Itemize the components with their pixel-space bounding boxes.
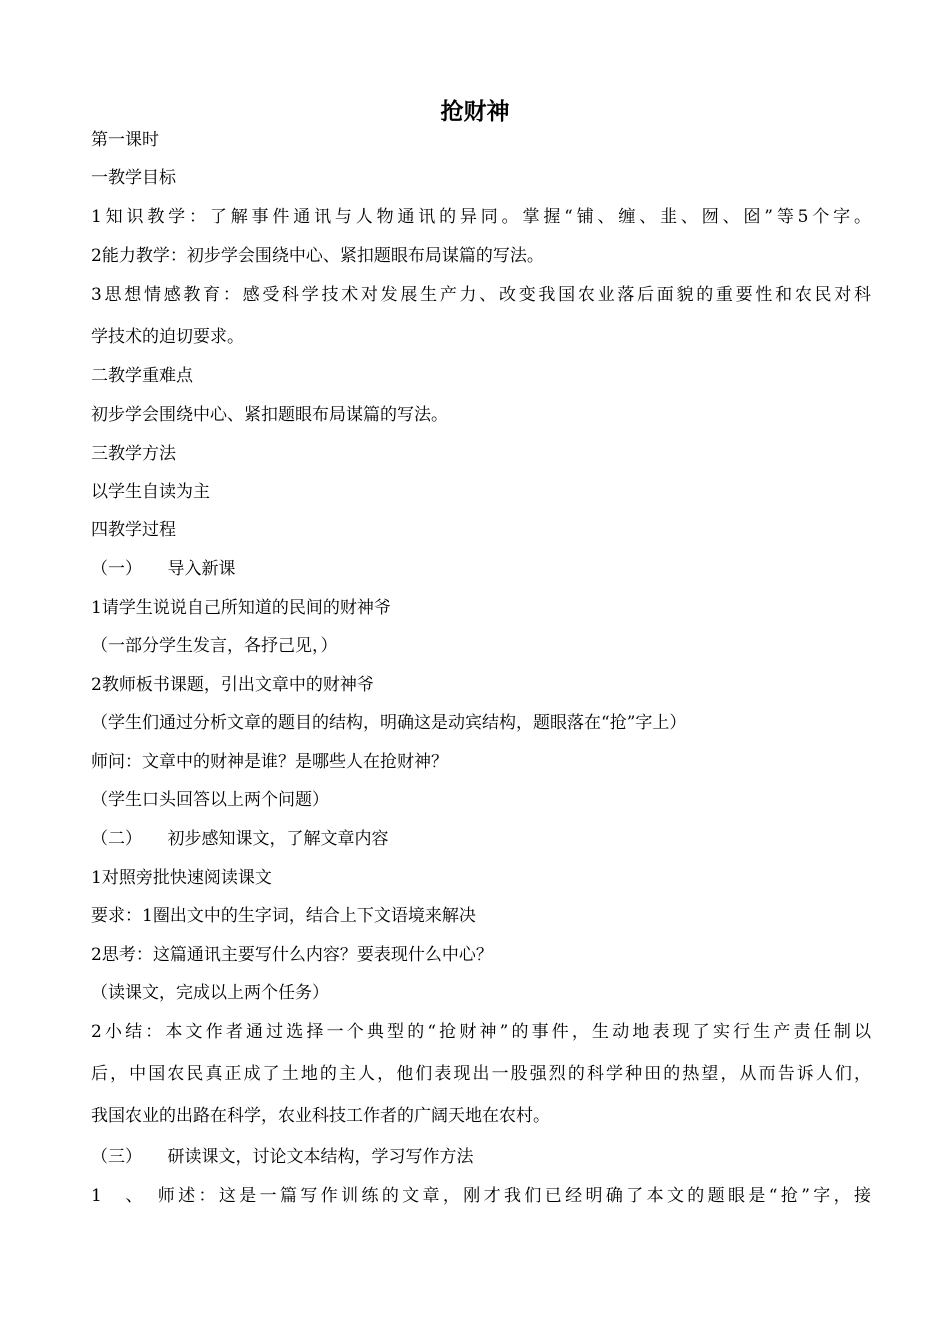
process-line: 1对照旁批快速阅读课文	[91, 868, 272, 888]
section-heading-methods: 三教学方法	[91, 444, 176, 464]
process-line: 2思考：这篇通讯主要写什么内容？要表现什么中心？	[91, 945, 493, 965]
lesson-label: 第一课时	[91, 130, 159, 150]
summary-line: 我国农业的出路在科学，农业科技工作者的广阔天地在农村。	[91, 1106, 550, 1126]
methods-text: 以学生自读为主	[91, 482, 210, 502]
process-line: （学生口头回答以上两个问题）	[91, 790, 329, 810]
process-step-3-heading: （三） 研读课文，讨论文本结构，学习写作方法	[91, 1147, 474, 1167]
section-heading-process: 四教学过程	[91, 520, 176, 540]
key-points-text: 初步学会围绕中心、紧扣题眼布局谋篇的写法。	[91, 405, 448, 425]
process-step-2-heading: （二） 初步感知课文，了解文章内容	[91, 829, 389, 849]
goal-knowledge: 1知识教学：了解事件通讯与人物通讯的异同。掌握“铺、缠、韭、囫、囵”等5个字。	[91, 207, 871, 227]
process-line: （学生们通过分析文章的题目的结构，明确这是动宾结构，题眼落在“抢”字上）	[91, 713, 687, 733]
goal-ability: 2能力教学：初步学会围绕中心、紧扣题眼布局谋篇的写法。	[91, 246, 544, 266]
process-line: 师问：文章中的财神是谁？是哪些人在抢财神？	[91, 752, 448, 772]
section-heading-goals: 一教学目标	[91, 168, 176, 188]
process-line: 1请学生说说自己所知道的民间的财神爷	[91, 598, 391, 618]
process-line: 要求：1圈出文中的生字词，结合上下文语境来解决	[91, 906, 476, 926]
process-line: 2教师板书课题，引出文章中的财神爷	[91, 675, 374, 695]
process-line: （读课文，完成以上两个任务）	[91, 983, 329, 1003]
summary-line: 后，中国农民真正成了土地的主人，他们表现出一股强烈的科学种田的热望，从而告诉人们，	[91, 1064, 871, 1084]
process-line: （一部分学生发言，各抒己见，）	[91, 636, 338, 656]
section-heading-key-points: 二教学重难点	[91, 366, 193, 386]
process-line: 1 、 师述：这是一篇写作训练的文章，刚才我们已经明确了本文的题眼是“抢”字，接	[91, 1186, 871, 1206]
document-title: 抢财神	[440, 99, 510, 125]
goal-emotion-cont: 学技术的迫切要求。	[91, 327, 244, 347]
summary-line: 2小结：本文作者通过选择一个典型的“抢财神”的事件，生动地表现了实行生产责任制以	[91, 1022, 871, 1042]
process-step-1-heading: （一） 导入新课	[91, 559, 236, 579]
goal-emotion: 3思想情感教育：感受科学技术对发展生产力、改变我国农业落后面貌的重要性和农民对科	[91, 285, 871, 305]
